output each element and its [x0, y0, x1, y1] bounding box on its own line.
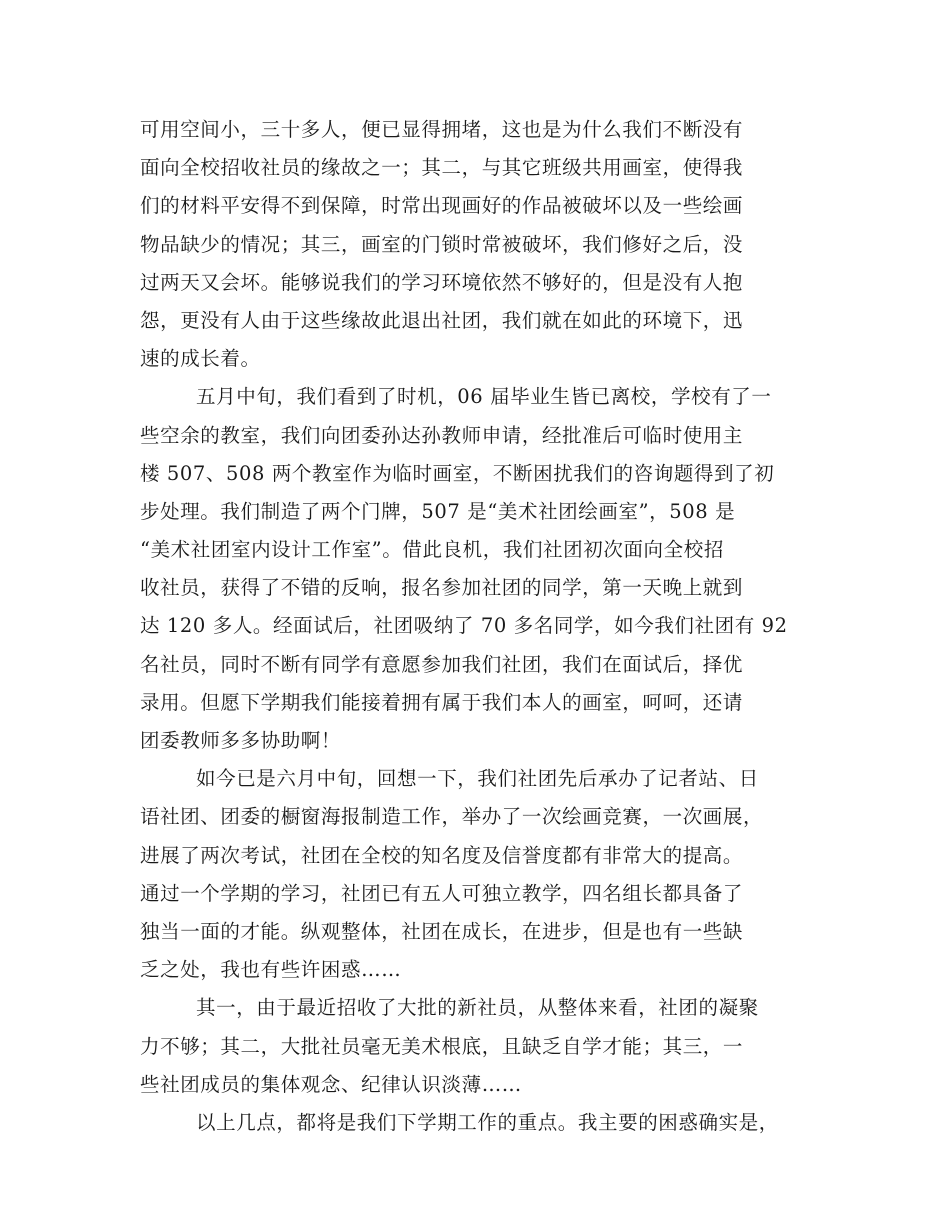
text-line: 楼 507、508 两个教室作为临时画室，不断困扰我们的咨询题得到了初	[140, 461, 775, 485]
text-line: 过两天又会坏。能够说我们的学习环境依然不够好的，但是没有人抱	[140, 270, 744, 294]
text-line: 名社员，同时不断有同学有意愿参加我们社团，我们在面试后，择优	[140, 652, 744, 676]
text-line: 收社员，获得了不错的反响，报名参加社团的同学，第一天晚上就到	[140, 576, 744, 600]
text-line: 物品缺少的情况；其三，画室的门锁时常被破坏，我们修好之后，没	[140, 232, 744, 256]
text-line: 怨，更没有人由于这些缘故此退出社团，我们就在如此的环境下，迅	[140, 308, 744, 332]
text-line: 力不够；其二，大批社员毫无美术根底，且缺乏自学才能；其三，一	[140, 1034, 744, 1058]
text-line: 录用。但愿下学期我们能接着拥有属于我们本人的画室，呵呵，还请	[140, 690, 744, 714]
text-line: 乏之处，我也有些许困惑……	[140, 958, 402, 982]
text-line: 速的成长着。	[140, 347, 261, 371]
text-line: 独当一面的才能。纵观整体，社团在成长，在进步，但是也有一些缺	[140, 919, 744, 943]
paragraph-first-line: 如今已是六月中旬，回想一下，我们社团先后承办了记者站、日	[196, 767, 759, 791]
text-line: 些社团成员的集体观念、纪律认识淡薄……	[140, 1072, 522, 1096]
text-line: 步处理。我们制造了两个门牌，507 是“美术社团绘画室”，508 是	[140, 499, 736, 523]
text-line: 语社团、团委的橱窗海报制造工作，举办了一次绘画竞赛，一次画展，	[140, 805, 764, 829]
text-line: 可用空间小，三十多人，便已显得拥堵，这也是为什么我们不断没有	[140, 118, 744, 141]
document-body	[140, 111, 830, 1142]
text-line: 团委教师多多协助啊！	[140, 729, 342, 752]
text-line: “美术社团室内设计工作室”。借此良机，我们社团初次面向全校招	[140, 538, 724, 562]
paragraph-first-line: 五月中旬，我们看到了时机，06 届毕业生皆已离校，学校有了一	[196, 385, 772, 409]
text-line: 些空余的教室，我们向团委孙达孙教师申请，经批准后可临时使用主	[140, 423, 744, 447]
text-line: 达 120 多人。经面试后，社团吸纳了 70 多名同学，如今我们社团有 92	[140, 614, 788, 638]
text-line: 通过一个学期的学习，社团已有五人可独立教学，四名组长都具备了	[140, 881, 744, 905]
text-line: 面向全校招收社员的缘故之一；其二，与其它班级共用画室，使得我	[140, 156, 744, 180]
paragraph-first-line: 以上几点，都将是我们下学期工作的重点。我主要的困惑确实是，	[196, 1110, 779, 1134]
text-line: 进展了两次考试，社团在全校的知名度及信誉度都有非常大的提高。	[140, 843, 744, 867]
paragraph-first-line: 其一，由于最近招收了大批的新社员，从整体来看，社团的凝聚	[196, 996, 759, 1020]
text-line: 们的材料平安得不到保障，时常出现画好的作品被破坏以及一些绘画	[140, 194, 744, 218]
